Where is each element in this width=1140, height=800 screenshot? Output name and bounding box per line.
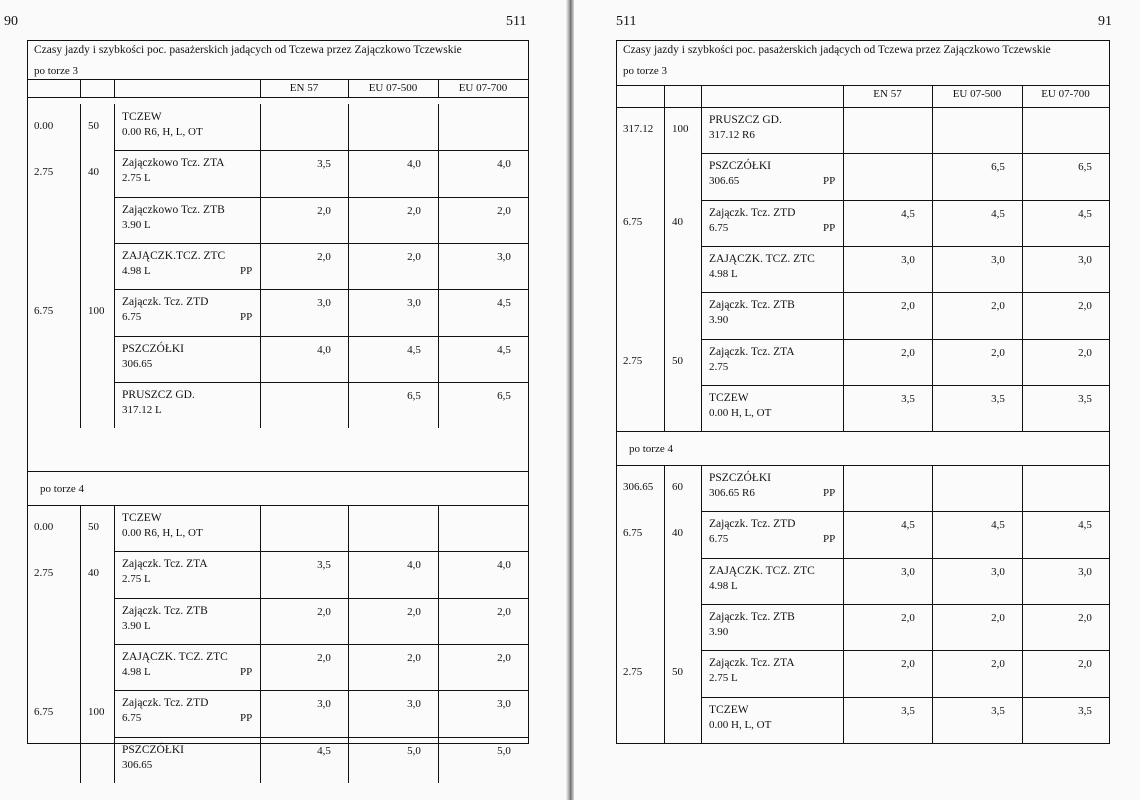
station-name: ZAJĄCZK. TCZ. ZTC — [709, 252, 815, 265]
running-time-value: 4,5 — [497, 343, 511, 356]
grid-line — [664, 85, 665, 107]
row-rule — [701, 511, 1109, 512]
grid-line — [843, 107, 844, 431]
running-time-value: 2,0 — [1078, 658, 1092, 671]
running-time-value: 4,5 — [407, 343, 421, 356]
row-rule — [701, 292, 1109, 293]
page-number: 91 — [1098, 14, 1112, 29]
running-time-value: 6,5 — [407, 389, 421, 402]
running-time-value: 3,5 — [991, 704, 1005, 717]
running-time-value: 4,5 — [991, 519, 1005, 532]
pp-marker: PP — [823, 487, 836, 499]
column-header: EU 07-700 — [458, 82, 508, 94]
column-header: EN 57 — [289, 82, 319, 94]
grid-line — [348, 79, 349, 97]
station-detail: 306.65 — [122, 357, 153, 370]
column-header: EN 57 — [873, 88, 902, 100]
station-detail: 6.75 — [122, 712, 142, 725]
title-rule — [617, 85, 1109, 86]
running-time-value: 2,0 — [1078, 346, 1092, 359]
grid-line — [114, 79, 115, 97]
running-time-value: 2,0 — [901, 611, 915, 624]
station-detail: 3.90 — [709, 314, 729, 327]
speed-value: 50 — [88, 521, 99, 534]
running-time-value: 4,5 — [901, 207, 915, 220]
table-title: Czasy jazdy i szybkości poc. pasażerskich jadących od Tczewa przez Zajączkowo Tczewskie — [34, 44, 462, 56]
km-value: 306.65 — [623, 481, 654, 494]
track-label: po torze 3 — [623, 65, 667, 77]
station-name: Zajączk. Tcz. ZTD — [122, 296, 209, 309]
speed-value: 40 — [672, 215, 683, 228]
running-time-value: 4,5 — [991, 207, 1005, 220]
speed-value: 40 — [88, 567, 99, 580]
grid-line — [701, 85, 702, 107]
station-name: Zajączk. Tcz. ZTA — [122, 558, 208, 571]
station-name: PRUSZCZ GD. — [709, 114, 782, 126]
section-rule — [28, 471, 528, 472]
running-time-value: 3,0 — [317, 698, 331, 711]
row-rule — [114, 551, 528, 552]
running-time-value: 3,0 — [317, 297, 331, 310]
table-title: Czasy jazdy i szybkości poc. pasażerskich jadących od Tczewa przez Zajączkowo Tczewskie — [623, 44, 1051, 56]
track-label: po torze 3 — [34, 65, 78, 77]
station-name: PSZCZÓŁKI — [122, 743, 184, 756]
left-page — [0, 0, 560, 800]
running-time-value: 4,5 — [1078, 519, 1092, 532]
running-time-value: 3,0 — [407, 297, 421, 310]
row-rule — [114, 644, 528, 645]
pp-marker: PP — [823, 221, 836, 234]
station-name: Zajączk. Tcz. ZTB — [709, 610, 795, 623]
km-value: 2.75 — [623, 666, 643, 679]
station-name: TCZEW — [122, 512, 162, 524]
section-rule — [617, 431, 1109, 432]
station-detail: 3.90 — [709, 625, 729, 638]
row-rule — [701, 385, 1109, 386]
running-time-value: 4,0 — [497, 559, 511, 572]
grid-line — [260, 79, 261, 97]
section-rule — [617, 465, 1109, 466]
grid-line — [438, 79, 439, 97]
header-rule — [617, 107, 1109, 108]
running-time-value: 2,0 — [317, 250, 331, 263]
running-time-value: 3,5 — [317, 559, 331, 572]
station-detail: 0.00 H, L, OT — [709, 406, 772, 419]
station-detail: 317.12 L — [122, 403, 162, 416]
station-name: Zajączkowo Tcz. ZTB — [122, 203, 225, 216]
running-time-value: 2,0 — [407, 204, 421, 217]
running-time-value: 5,0 — [497, 744, 511, 757]
speed-value: 40 — [88, 166, 99, 179]
row-rule — [114, 197, 528, 198]
station-detail: 0.00 H, L, OT — [709, 718, 772, 731]
running-time-value: 4,5 — [317, 744, 331, 757]
station-detail: 2.75 L — [122, 573, 151, 586]
station-name: ZAJĄCZK.TCZ. ZTC — [122, 249, 226, 262]
running-time-value: 6,5 — [1078, 161, 1092, 174]
grid-line — [843, 85, 844, 107]
station-name: PRUSZCZ GD. — [122, 388, 195, 401]
station-detail: 4.98 L — [122, 665, 151, 678]
running-time-value: 2,0 — [901, 300, 915, 313]
station-detail: 6.75 — [122, 311, 142, 324]
running-time-value: 3,0 — [991, 565, 1005, 578]
column-header: EU 07-500 — [952, 88, 1002, 100]
station-detail: 0.00 R6, H, L, OT — [122, 527, 203, 539]
speed-value: 100 — [88, 305, 105, 318]
speed-value: 40 — [672, 527, 683, 540]
running-time-value: 2,0 — [317, 651, 331, 664]
row-rule — [114, 737, 528, 738]
grid-line — [1022, 85, 1023, 107]
grid-line — [1022, 107, 1023, 431]
station-detail: 2.75 L — [709, 672, 738, 685]
station-detail: 3.90 L — [122, 218, 151, 231]
station-name: PSZCZÓŁKI — [709, 472, 771, 484]
column-header: EU 07-700 — [1041, 88, 1090, 100]
row-rule — [114, 690, 528, 691]
running-time-value: 3,0 — [407, 698, 421, 711]
row-rule — [114, 336, 528, 337]
running-time-value: 2,0 — [497, 605, 511, 618]
pp-marker: PP — [240, 264, 253, 277]
station-name: PSZCZÓŁKI — [709, 160, 771, 173]
station-detail: 306.65 — [709, 175, 740, 188]
running-time-value: 2,0 — [317, 605, 331, 618]
running-time-value: 2,0 — [407, 605, 421, 618]
station-detail: 6.75 — [709, 533, 729, 546]
station-detail: 3.90 L — [122, 619, 151, 632]
title-rule — [28, 79, 528, 80]
running-time-value: 4,5 — [1078, 207, 1092, 220]
row-rule — [114, 598, 528, 599]
grid-line — [932, 107, 933, 431]
running-time-value: 3,5 — [1078, 704, 1092, 717]
row-rule — [114, 243, 528, 244]
speed-value: 50 — [672, 354, 683, 367]
row-rule — [701, 153, 1109, 154]
speed-value: 100 — [672, 123, 689, 136]
station-name: Zajączk. Tcz. ZTB — [709, 299, 795, 312]
running-time-value: 3,5 — [901, 392, 915, 405]
station-detail: 306.65 — [122, 758, 153, 771]
station-name: Zajączk. Tcz. ZTD — [709, 518, 796, 531]
running-time-value: 2,0 — [991, 611, 1005, 624]
station-name: TCZEW — [709, 703, 749, 716]
running-time-value: 2,0 — [407, 651, 421, 664]
station-name: Zajączk. Tcz. ZTA — [709, 345, 795, 358]
series-number: 511 — [506, 14, 527, 29]
running-time-value: 5,0 — [407, 744, 421, 757]
running-time-value: 3,5 — [1078, 392, 1092, 405]
right-page — [576, 0, 1136, 800]
page-number: 90 — [4, 14, 18, 29]
speed-value: 100 — [88, 706, 105, 719]
pp-marker: PP — [823, 175, 836, 188]
station-detail: 4.98 L — [709, 579, 738, 592]
running-time-value: 3,0 — [1078, 565, 1092, 578]
timetable-frame — [616, 40, 1110, 744]
station-name: PSZCZÓŁKI — [122, 342, 184, 355]
km-value: 6.75 — [34, 305, 54, 318]
grid-line — [114, 104, 115, 428]
running-time-value: 2,0 — [991, 346, 1005, 359]
station-detail: 306.65 R6 — [709, 487, 755, 499]
station-detail: 4.98 L — [122, 264, 151, 277]
row-rule — [701, 558, 1109, 559]
pp-marker: PP — [240, 665, 253, 678]
grid-line — [80, 505, 81, 783]
station-detail: 6.75 — [709, 221, 729, 234]
row-rule — [114, 382, 528, 383]
running-time-value: 4,5 — [901, 519, 915, 532]
row-rule — [701, 200, 1109, 201]
station-name: Zajączk. Tcz. ZTB — [122, 604, 208, 617]
row-rule — [701, 650, 1109, 651]
running-time-value: 4,5 — [497, 297, 511, 310]
station-detail: 4.98 L — [709, 267, 738, 280]
section-label: po torze 4 — [40, 483, 84, 495]
station-name: Zajączk. Tcz. ZTA — [709, 657, 795, 670]
section-rule — [28, 505, 528, 506]
grid-line — [80, 79, 81, 97]
running-time-value: 4,0 — [407, 158, 421, 171]
running-time-value: 2,0 — [497, 204, 511, 217]
running-time-value: 2,0 — [991, 300, 1005, 313]
book-spine — [566, 0, 574, 800]
station-detail: 2.75 L — [122, 172, 151, 185]
row-rule — [701, 246, 1109, 247]
station-name: Zajączkowo Tcz. ZTA — [122, 157, 225, 170]
row-rule — [114, 150, 528, 151]
km-value: 6.75 — [623, 215, 643, 228]
running-time-value: 3,0 — [901, 565, 915, 578]
grid-line — [701, 107, 702, 431]
grid-line — [664, 107, 665, 431]
km-value: 317.12 — [623, 123, 654, 136]
running-time-value: 2,0 — [991, 658, 1005, 671]
row-rule — [701, 339, 1109, 340]
running-time-value: 3,5 — [317, 158, 331, 171]
column-header: EU 07-500 — [368, 82, 418, 94]
running-time-value: 2,0 — [901, 346, 915, 359]
speed-value: 60 — [672, 481, 683, 494]
station-name: Zajączk. Tcz. ZTD — [122, 697, 209, 710]
header-rule — [28, 97, 528, 98]
row-rule — [701, 604, 1109, 605]
running-time-value: 2,0 — [317, 204, 331, 217]
running-time-value: 3,5 — [991, 392, 1005, 405]
pp-marker: PP — [823, 533, 836, 546]
running-time-value: 2,0 — [1078, 300, 1092, 313]
running-time-value: 2,0 — [1078, 611, 1092, 624]
km-value: 2.75 — [34, 166, 54, 179]
grid-line — [664, 465, 665, 743]
km-value: 0.00 — [34, 120, 54, 133]
grid-line — [260, 104, 261, 428]
running-time-value: 3,0 — [497, 250, 511, 263]
station-name: ZAJĄCZK. TCZ. ZTC — [122, 650, 228, 663]
running-time-value: 6,5 — [991, 161, 1005, 174]
running-time-value: 4,0 — [407, 559, 421, 572]
grid-line — [80, 104, 81, 428]
station-detail: 0.00 R6, H, L, OT — [122, 126, 203, 138]
running-time-value: 2,0 — [497, 651, 511, 664]
running-time-value: 4,0 — [317, 343, 331, 356]
running-time-value: 3,0 — [1078, 253, 1092, 266]
km-value: 6.75 — [34, 706, 54, 719]
station-name: ZAJĄCZK. TCZ. ZTC — [709, 564, 815, 577]
running-time-value: 3,0 — [497, 698, 511, 711]
grid-line — [348, 104, 349, 428]
running-time-value: 3,0 — [991, 253, 1005, 266]
station-name: Zajączk. Tcz. ZTD — [709, 206, 796, 219]
grid-line — [438, 104, 439, 428]
km-value: 2.75 — [34, 567, 54, 580]
series-number: 511 — [616, 14, 637, 29]
pp-marker: PP — [240, 712, 253, 725]
station-name: TCZEW — [709, 391, 749, 404]
km-value: 0.00 — [34, 521, 54, 534]
row-rule — [114, 289, 528, 290]
running-time-value: 3,5 — [901, 704, 915, 717]
running-time-value: 2,0 — [901, 658, 915, 671]
section-label: po torze 4 — [629, 443, 673, 455]
station-detail: 317.12 R6 — [709, 129, 755, 141]
speed-value: 50 — [88, 120, 99, 133]
running-time-value: 3,0 — [901, 253, 915, 266]
km-value: 6.75 — [623, 527, 643, 540]
pp-marker: PP — [240, 311, 253, 324]
km-value: 2.75 — [623, 354, 643, 367]
running-time-value: 2,0 — [407, 250, 421, 263]
station-detail: 2.75 — [709, 360, 729, 373]
timetable-frame — [27, 40, 529, 771]
running-time-value: 6,5 — [497, 389, 511, 402]
row-rule — [701, 697, 1109, 698]
grid-line — [932, 85, 933, 107]
speed-value: 50 — [672, 666, 683, 679]
station-name: TCZEW — [122, 111, 162, 123]
running-time-value: 4,0 — [497, 158, 511, 171]
